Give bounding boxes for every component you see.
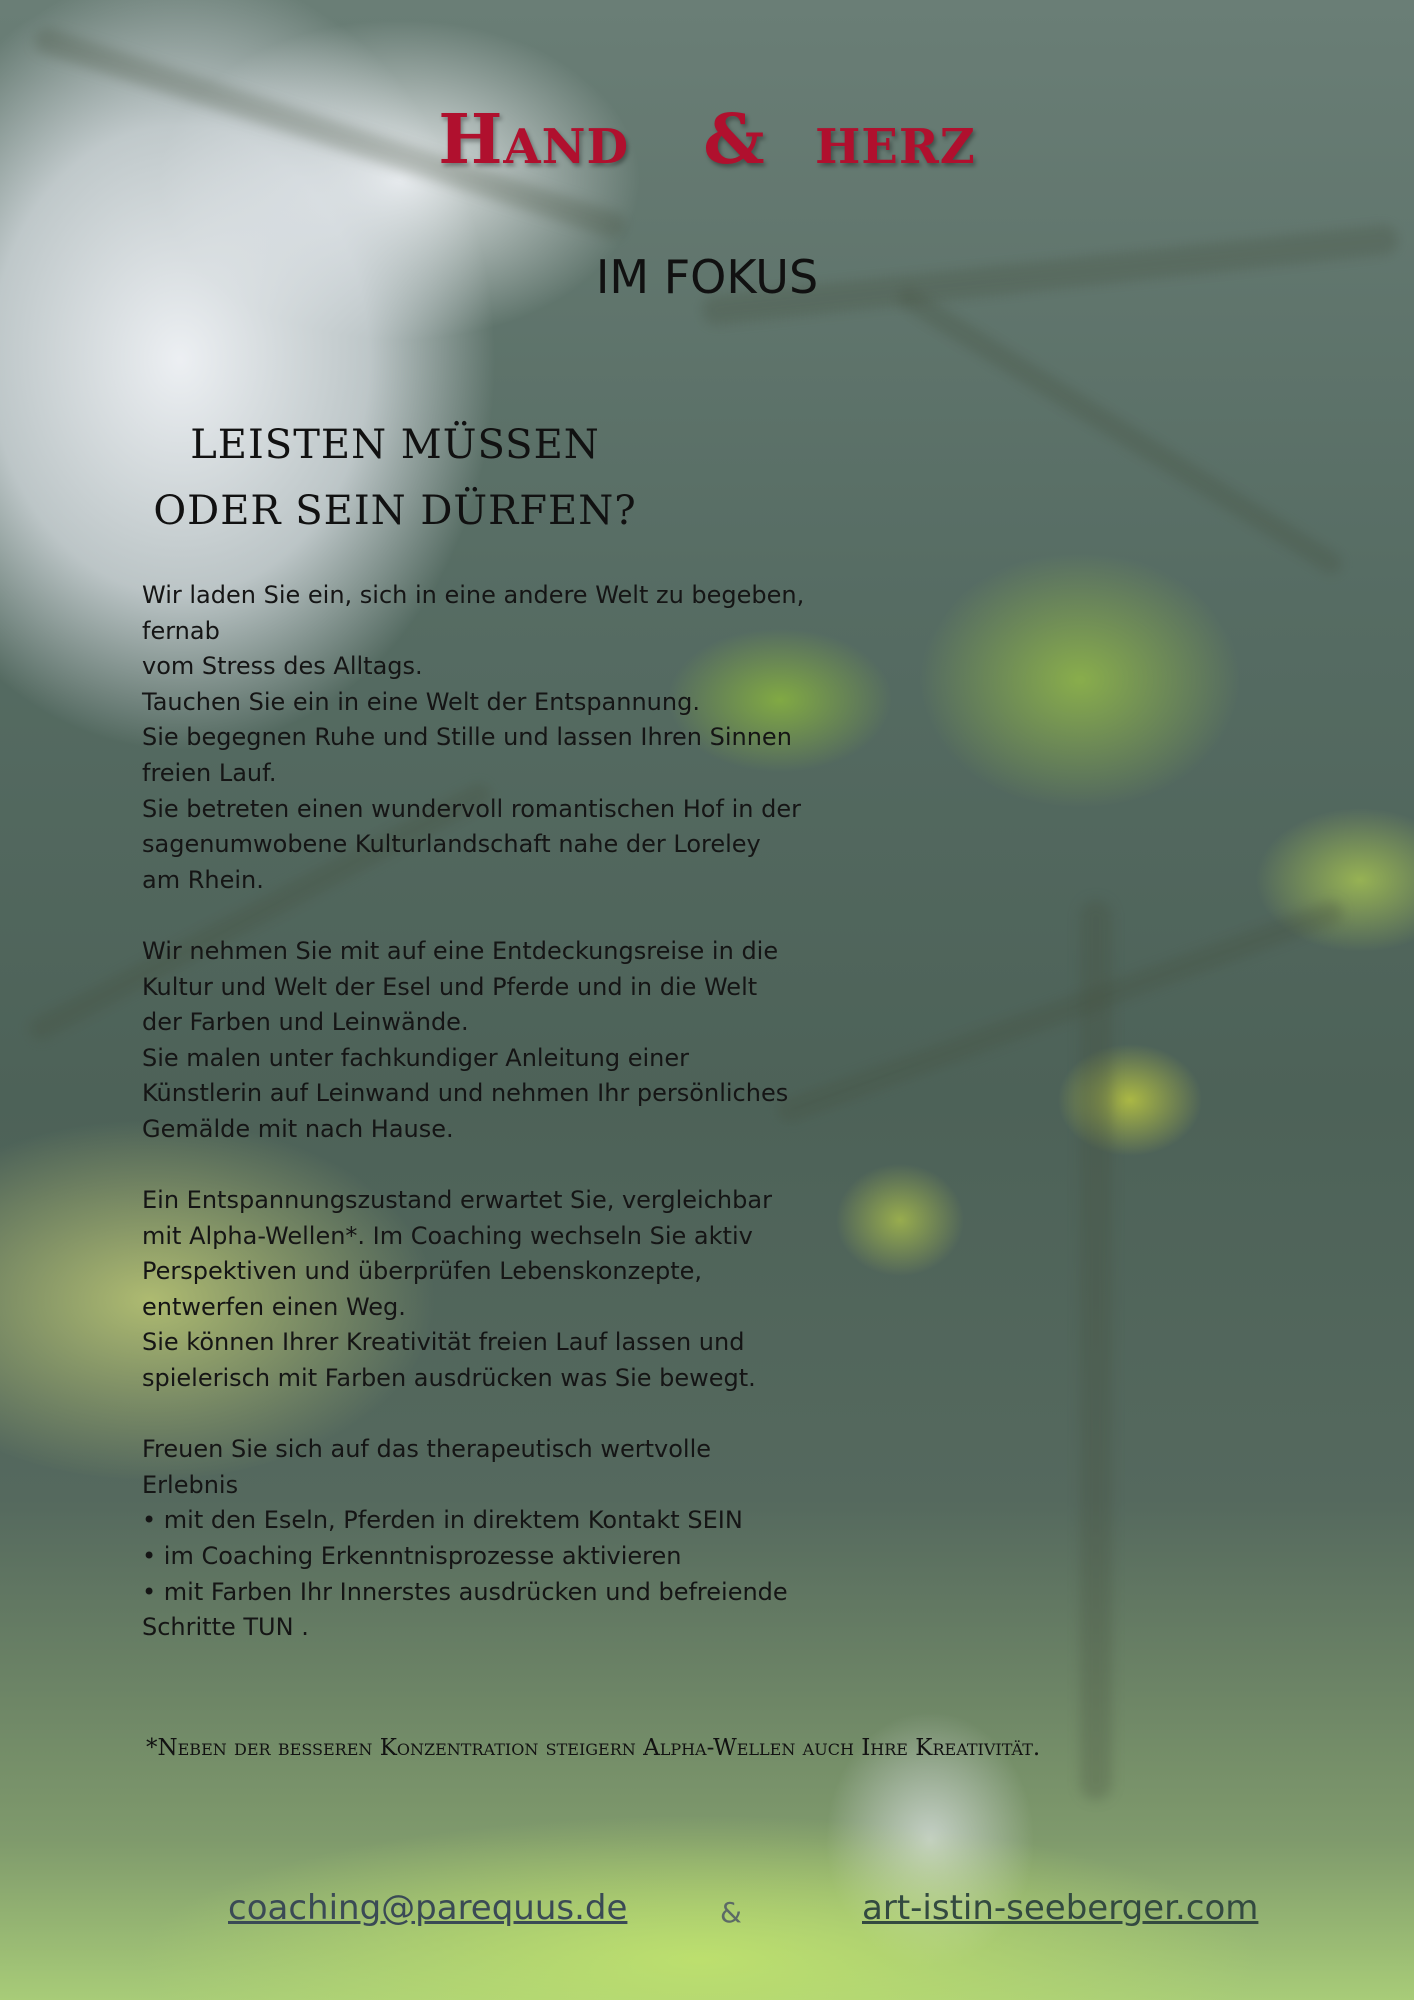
paragraph-line: Erlebnis bbox=[142, 1470, 239, 1499]
paragraph bbox=[142, 1432, 822, 1646]
paragraph-line: Schritte TUN . bbox=[142, 1613, 309, 1642]
paragraph-line: sagenumwobene Kulturlandschaft nahe der Loreley bbox=[142, 830, 761, 859]
page-subtitle: IM FOKUS bbox=[595, 250, 819, 304]
paragraph-line: Sie betreten einen wundervoll romantischen Hof in der bbox=[142, 794, 801, 823]
footer-links bbox=[0, 1888, 1414, 1948]
paragraph-line: Künstlerin auf Leinwand und nehmen Ihr persönliches bbox=[142, 1079, 789, 1108]
paragraph bbox=[142, 1183, 822, 1397]
headline bbox=[120, 412, 670, 544]
paragraph-line: freien Lauf. bbox=[142, 758, 277, 787]
paragraph-line: der Farben und Leinwände. bbox=[142, 1008, 469, 1037]
website-link[interactable]: art-istin-seeberger.com bbox=[862, 1888, 1259, 1928]
bullet-line: • mit den Eseln, Pferden in direktem Kontakt SEIN bbox=[142, 1506, 743, 1535]
paragraph-line: Perspektiven und überprüfen Lebenskonzepte, bbox=[142, 1257, 703, 1286]
footer-separator: & bbox=[720, 1896, 742, 1929]
paragraph-line: Freuen Sie sich auf das therapeutisch wertvolle bbox=[142, 1435, 712, 1464]
paragraph-line: Sie malen unter fachkundiger Anleitung einer bbox=[142, 1043, 689, 1072]
paragraph-line: Sie begegnen Ruhe und Stille und lassen Ihren Sinnen bbox=[142, 723, 792, 752]
paragraph-line: Tauchen Sie ein in eine Welt der Entspannung. bbox=[142, 687, 700, 716]
bullet-line: • im Coaching Erkenntnisprozesse aktivieren bbox=[142, 1542, 682, 1571]
paragraph-line: Ein Entspannungszustand erwartet Sie, vergleichbar bbox=[142, 1186, 772, 1215]
paragraph-line: entwerfen einen Weg. bbox=[142, 1292, 406, 1321]
paragraph bbox=[142, 934, 822, 1148]
headline-line-1: LEISTEN MÜSSEN bbox=[190, 422, 600, 468]
bullet-line: • mit Farben Ihr Innerstes ausdrücken und befreiende bbox=[142, 1577, 788, 1606]
paragraph-line: spielerisch mit Farben ausdrücken was Sie bewegt. bbox=[142, 1364, 756, 1393]
paragraph-line: Wir nehmen Sie mit auf eine Entdeckungsreise in die bbox=[142, 936, 779, 965]
footnote: *Neben der besseren Konzentration steigern Alpha-Wellen auch Ihre Kreativität. bbox=[146, 1735, 1041, 1761]
paragraph-line: Kultur und Welt der Esel und Pferde und in die Welt bbox=[142, 972, 758, 1001]
paragraph-line: Gemälde mit nach Hause. bbox=[142, 1114, 454, 1143]
paragraph-line: Wir laden Sie ein, sich in eine andere Welt zu begeben, bbox=[142, 581, 805, 609]
paragraph bbox=[142, 578, 822, 898]
body-text bbox=[142, 578, 822, 1681]
paragraph-line: fernab bbox=[142, 616, 220, 645]
paragraph-line: mit Alpha-Wellen*. Im Coaching wechseln Sie aktiv bbox=[142, 1221, 753, 1250]
paragraph-line: Sie können Ihrer Kreativität freien Lauf lassen und bbox=[142, 1328, 745, 1357]
headline-line-2: ODER SEIN DÜRFEN? bbox=[153, 488, 637, 534]
email-link[interactable]: coaching@parequus.de bbox=[228, 1888, 628, 1928]
brand-title: Hand & herz bbox=[438, 100, 976, 180]
paragraph-line: vom Stress des Alltags. bbox=[142, 652, 423, 681]
paragraph-line: am Rhein. bbox=[142, 865, 264, 894]
